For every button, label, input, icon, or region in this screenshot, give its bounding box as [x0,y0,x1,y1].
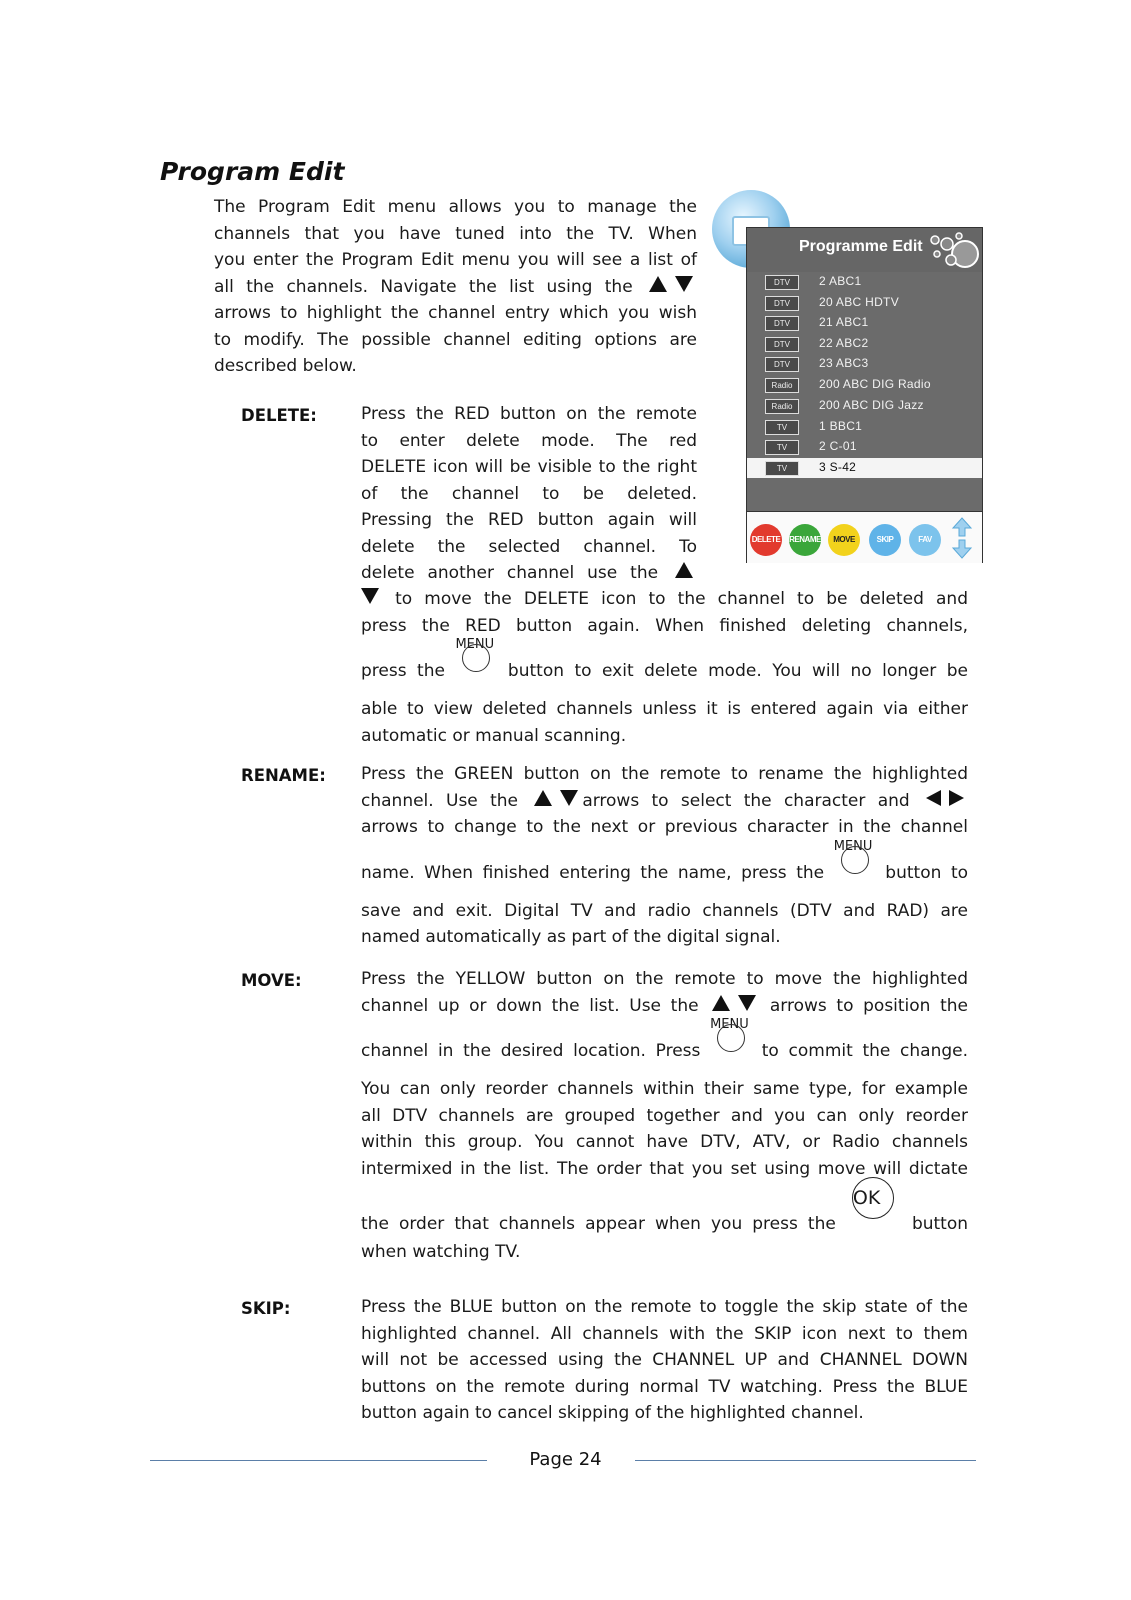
delete-line: press the RED button again. When finished deleting channels, [361,615,968,636]
channel-type-badge: Radio [765,399,799,414]
menu-key-circle [717,1024,745,1052]
delete-line-text: to move the DELETE icon to the channel to be deleted and [395,589,968,609]
intro-line [214,274,697,301]
rename-line-text: button to [885,862,969,883]
channel-row[interactable] [747,417,982,437]
channel-row-selected[interactable] [747,458,982,478]
delete-line: Pressing the RED button again will [361,510,697,530]
skip-line: buttons on the remote during normal TV watching. Press the BLUE [361,1376,968,1397]
skip-line: highlighted channel. All channels with the SKIP icon next to them [361,1323,968,1344]
channel-type-badge: TV [765,420,799,435]
channel-row[interactable] [747,375,982,395]
up-arrow-icon [649,276,667,292]
menu-key-circle [841,846,869,874]
ok-key-label: OK [852,1177,894,1219]
delete-line-text: button to exit delete mode. You will no longer be [507,661,969,681]
menu-key-circle [462,644,490,672]
channel-type-badge: TV [765,461,799,476]
move-term: MOVE: [241,971,302,990]
delete-line: Press the RED button on the remote [361,404,697,424]
menu-key-icon [710,1017,749,1060]
channel-name: 200 ABC DIG Jazz [819,398,924,412]
delete-line [361,560,697,587]
move-button[interactable]: MOVE [828,524,860,556]
delete-line-text: delete another channel use the [361,563,659,583]
channel-type-badge: DTV [765,275,799,290]
delete-term: DELETE: [241,406,317,425]
left-arrow-icon [926,790,941,806]
move-line-text: channel up or down the list. Use the [361,995,699,1016]
move-line-text: arrows to position the [769,995,969,1016]
channel-row[interactable] [747,437,982,457]
delete-line [361,586,968,613]
page-title: Program Edit [160,157,345,186]
rename-term: RENAME: [241,766,326,785]
intro-line: The Program Edit menu allows you to manage the [214,197,697,217]
down-arrow-icon [361,588,379,604]
channel-name: 2 C-01 [819,439,857,453]
skip-button[interactable]: SKIP [869,524,901,556]
channel-row[interactable] [747,396,982,416]
channel-name: 200 ABC DIG Radio [819,377,931,391]
rename-line [361,838,969,898]
up-arrow-icon [712,995,730,1011]
scroll-arrows-icon[interactable] [949,516,975,560]
menu-key-icon [455,637,495,680]
menu-key-label: MENU [833,838,873,854]
skip-term: SKIP: [241,1299,291,1318]
channel-type-badge: Radio [765,378,799,393]
move-line-text: the order that channels appear when you press the [361,1214,836,1234]
channel-name: 20 ABC HDTV [819,295,899,309]
move-line: Press the YELLOW button on the remote to move the highlighted [361,969,968,989]
channel-type-badge: DTV [765,357,799,372]
intro-paragraph [214,194,697,380]
rename-line: save and exit. Digital TV and radio channels (DTV and RAD) are [361,900,968,921]
menu-key-icon [833,838,873,882]
channel-row[interactable] [747,272,982,292]
move-line: within this group. You cannot have DTV, ATV, or Radio channels [361,1132,968,1152]
channel-name: 2 ABC1 [819,274,862,288]
move-line [361,993,968,1020]
channel-name: 1 BBC1 [819,419,863,433]
page-number: Page 24 [529,1449,602,1470]
up-arrow-icon [675,562,693,578]
intro-line: described below. [214,356,357,376]
channel-name: 3 S-42 [819,460,857,474]
channel-name: 23 ABC3 [819,356,869,370]
move-line: You can only reorder channels within their same type, for example [361,1079,968,1099]
delete-line-text: press the [361,661,445,681]
rename-button[interactable]: RENAME [789,524,821,556]
channel-row[interactable] [747,293,982,313]
rename-line [361,788,968,815]
move-line-text: to commit the change. [761,1041,969,1061]
intro-line: to modify. The possible channel editing options are [214,329,697,350]
move-line [361,1182,968,1239]
intro-line-text: all the channels. Navigate the list using the [214,276,633,297]
delete-description-cont [361,586,968,749]
down-arrow-icon [560,790,578,806]
skip-line: Press the BLUE button on the remote to toggle the skip state of the [361,1297,968,1317]
channel-name: 21 ABC1 [819,315,869,329]
fav-button[interactable]: FAV [909,524,941,556]
rename-line-text: arrows to select the character and [582,790,910,811]
delete-description [361,401,697,587]
menu-key-label: MENU [455,637,495,652]
channel-row[interactable] [747,313,982,333]
menu-key-label: MENU [710,1017,749,1032]
skip-line: button again to cancel skipping of the highlighted channel. [361,1403,864,1423]
channel-type-badge: TV [765,440,799,455]
delete-line: able to view deleted channels unless it is entered again via either [361,699,968,719]
delete-line: DELETE icon will be visible to the right [361,457,697,477]
move-line: intermixed in the list. The order that you set using move will dictate [361,1158,968,1179]
menu-title: Programme Edit [799,238,923,255]
bubbles-icon [923,230,979,270]
skip-line: will not be accessed using the CHANNEL UP and CHANNEL DOWN [361,1350,968,1370]
rename-line-text: name. When finished entering the name, press the [361,862,825,883]
channel-type-badge: DTV [765,316,799,331]
delete-line [361,639,968,696]
skip-description [361,1294,968,1427]
delete-button[interactable]: DELETE [750,524,782,556]
channel-type-badge: DTV [765,337,799,352]
down-arrow-icon [738,995,756,1011]
rename-description [361,761,968,951]
move-line: all DTV channels are grouped together and you can only reorder [361,1105,968,1126]
intro-line: channels that you have tuned into the TV. When [214,223,697,244]
intro-line: you enter the Program Edit menu you will see a list of [214,250,697,270]
delete-line: to enter delete mode. The red [361,430,697,451]
delete-line: automatic or manual scanning. [361,725,627,746]
menu-button-bar [747,511,982,563]
move-line: when watching TV. [361,1242,521,1262]
programme-edit-menu [746,227,983,563]
delete-line: of the channel to be deleted. [361,483,697,504]
channel-name: 22 ABC2 [819,336,869,350]
move-line [361,1019,968,1076]
move-description [361,966,968,1266]
down-arrow-icon [675,276,693,292]
rename-line-text: channel. Use the [361,790,518,811]
move-line-text: channel in the desired location. Press [361,1041,701,1061]
delete-line: delete the selected channel. To [361,536,697,557]
ok-key-icon [852,1187,896,1237]
intro-line: arrows to highlight the channel entry which you wish [214,303,697,323]
rename-line: Press the GREEN button on the remote to rename the highlighted [361,764,968,784]
menu-header [747,228,982,272]
right-arrow-icon [949,790,964,806]
move-line-text: button [911,1214,969,1234]
channel-row[interactable] [747,334,982,354]
rename-line: named automatically as part of the digital signal. [361,927,781,947]
up-arrow-icon [534,790,552,806]
channel-type-badge: DTV [765,296,799,311]
rename-line: arrows to change to the next or previous character in the channel [361,817,968,837]
channel-row[interactable] [747,354,982,374]
